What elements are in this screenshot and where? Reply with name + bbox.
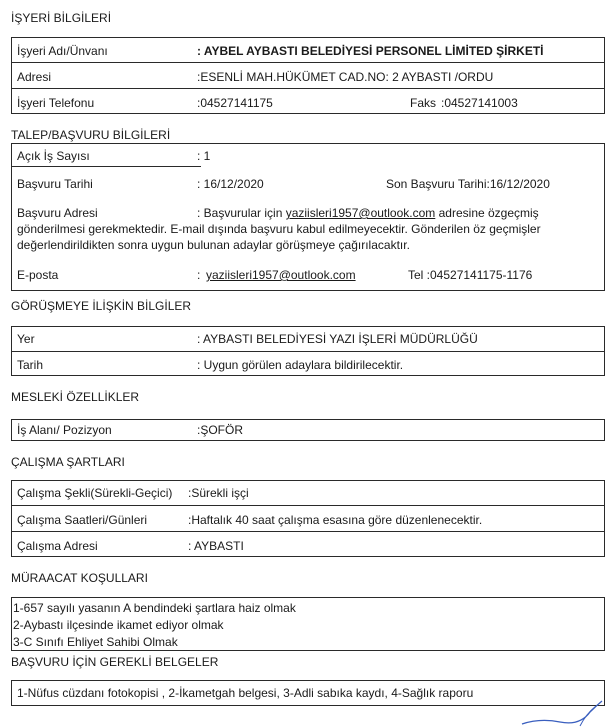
talep-acik-value: : 1: [197, 149, 211, 163]
muracaat-item: 3-C Sınıfı Ehliyet Sahibi Olmak: [13, 635, 178, 649]
row-divider: [11, 166, 201, 167]
section-title-gorusme: GÖRÜŞMEYE İLİŞKİN BİLGİLER: [11, 299, 192, 313]
talep-acik-label: Açık İş Sayısı: [17, 149, 90, 163]
talep-son-tarih: Son Başvuru Tarihi:16/12/2020: [386, 177, 550, 191]
talep-tarih-label: Başvuru Tarihi: [17, 177, 93, 191]
gorusme-yer-label: Yer: [17, 332, 35, 346]
talep-eposta-link[interactable]: yaziisleri1957@outlook.com: [206, 268, 356, 282]
gorusme-yer-value: : AYBASTI BELEDİYESİ YAZI İŞLERİ MÜDÜRLÜĞÜ: [197, 332, 478, 346]
talep-adres-post: adresine özgeçmiş: [435, 206, 539, 220]
isyeri-faks-label: Faks: [410, 96, 437, 110]
isyeri-adres-value: :ESENLİ MAH.HÜKÜMET CAD.NO: 2 AYBASTI /ORDU: [197, 70, 494, 84]
gorusme-tarih-value: : Uygun görülen adaylara bildirilecektir.: [197, 358, 404, 372]
calisma-adres-label: Çalışma Adresi: [17, 539, 98, 553]
talep-adres-label: Başvuru Adresi: [17, 206, 98, 220]
row-divider: [11, 88, 605, 89]
section-title-mesleki: MESLEKİ ÖZELLİKLER: [11, 390, 140, 404]
talep-adres-email-link[interactable]: yaziisleri1957@outlook.com: [285, 206, 436, 220]
talep-adres-line2: gönderilmesi gerekmektedir. E-mail dışında başvuru kabul edilmeyecektir. Gönderilen öz geçmişler: [17, 222, 541, 236]
row-divider: [11, 62, 605, 63]
talep-adres-pre: : Başvurular için: [197, 206, 286, 220]
talep-tel-value: Tel :04527141175-1176: [408, 268, 533, 282]
talep-adres-line1: [197, 206, 539, 220]
row-divider: [11, 531, 605, 532]
isyeri-ad-label: İşyeri Adı/Ünvanı: [17, 44, 108, 58]
calisma-saat-value: :Haftalık 40 saat çalışma esasına göre düzenlenecektir.: [188, 513, 483, 527]
section-title-calisma: ÇALIŞMA ŞARTLARI: [11, 455, 125, 469]
mesleki-alan-label: İş Alanı/ Pozizyon: [17, 423, 112, 437]
calisma-sekil-value: :Sürekli işçi: [188, 486, 249, 500]
section-title-muracaat: MÜRAACAT KOŞULLARI: [11, 571, 148, 585]
section-title-belgeler: BAŞVURU İÇİN GEREKLİ BELGELER: [11, 655, 219, 669]
calisma-saat-label: Çalışma Saatleri/Günleri: [17, 513, 148, 527]
talep-adres-line3: değerlendirildikten sonra uygun bulunan adaylar görüşmeye çağırılacaktır.: [17, 238, 410, 252]
talep-tarih-value: : 16/12/2020: [197, 177, 264, 191]
row-divider: [11, 505, 605, 506]
isyeri-ad-value: : AYBEL AYBASTI BELEDİYESİ PERSONEL LİMİTED ŞİRKETİ: [197, 44, 544, 58]
isyeri-tel-label: İşyeri Telefonu: [17, 96, 95, 110]
calisma-adres-value: : AYBASTI: [188, 539, 244, 553]
isyeri-faks-value: :04527141003: [441, 96, 518, 110]
muracaat-item: 2-Aybastı ilçesinde ikamet ediyor olmak: [13, 618, 224, 632]
isyeri-adres-label: Adresi: [17, 70, 52, 84]
calisma-sekil-label: Çalışma Şekli(Sürekli-Geçici): [17, 486, 173, 500]
row-divider: [11, 351, 605, 352]
talep-eposta-label: E-posta: [17, 268, 59, 282]
signature-mark: [520, 700, 605, 728]
talep-eposta-colon: :: [197, 268, 201, 282]
gorusme-tarih-label: Tarih: [17, 358, 44, 372]
section-title-isyeri: İŞYERİ BİLGİLERİ: [11, 11, 112, 25]
mesleki-alan-value: :ŞOFÖR: [197, 423, 244, 437]
section-title-talep: TALEP/BAŞVURU BİLGİLERİ: [11, 128, 171, 142]
belgeler-text: 1-Nüfus cüzdanı fotokopisi , 2-İkametgah belgesi, 3-Adli sabıka kaydı, 4-Sağlık raporu: [17, 686, 474, 700]
isyeri-tel-value: :04527141175: [197, 96, 273, 110]
muracaat-item: 1-657 sayılı yasanın A bendindeki şartlara haiz olmak: [13, 601, 296, 615]
